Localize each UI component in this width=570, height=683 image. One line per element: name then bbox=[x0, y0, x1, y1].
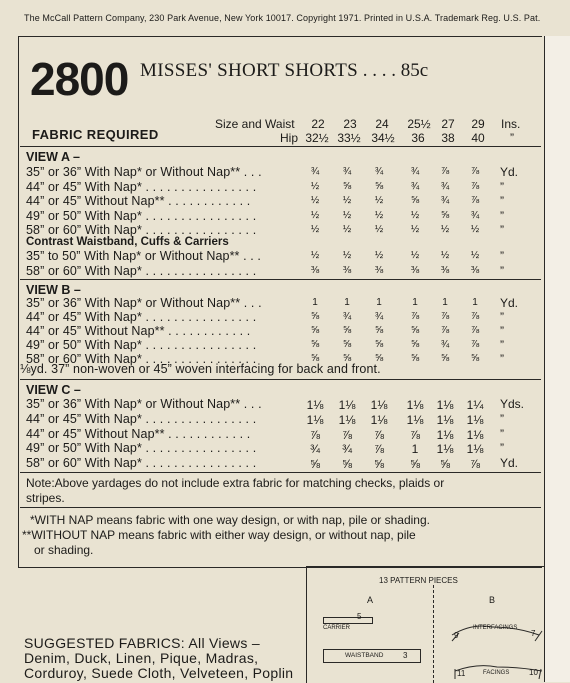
yardage-row-label: 44” or 45” With Nap* . . . . . . . . . . . . . . . . bbox=[26, 179, 257, 194]
yardage-value: ½ bbox=[440, 250, 450, 261]
pattern-title bbox=[140, 60, 428, 82]
yardage-value: 1⅛ bbox=[338, 412, 356, 427]
ins-ditto: ” bbox=[510, 131, 514, 145]
yardage-value: ⅜ bbox=[410, 264, 420, 276]
facings-label: FACINGS bbox=[483, 670, 510, 676]
waistband-label: WAISTBAND bbox=[345, 652, 384, 659]
hip-40: 40 bbox=[471, 131, 485, 145]
hip-34-half: 34½ bbox=[371, 131, 395, 145]
yardage-unit: ” bbox=[500, 338, 504, 352]
yardage-value: ½ bbox=[410, 224, 420, 235]
carrier-number: 5 bbox=[357, 612, 362, 621]
yardage-row-label: 35” or 36” With Nap* or Without Nap** . . . bbox=[26, 296, 262, 310]
contrast-heading: Contrast Waistband, Cuffs & Carriers bbox=[26, 236, 229, 248]
yardage-unit: Yd. bbox=[500, 165, 519, 179]
yardage-value: ⅞ bbox=[440, 325, 450, 336]
yardage-value: ⅝ bbox=[440, 353, 450, 364]
title-text: MISSES' SHORT SHORTS bbox=[140, 60, 358, 81]
yardage-value: ⅝ bbox=[439, 457, 450, 472]
yardage-value: ½ bbox=[440, 224, 450, 235]
envelope-edge bbox=[544, 36, 570, 682]
yardage-value: 1 bbox=[411, 442, 419, 457]
yardage-row-label: 35” or 36” With Nap* or Without Nap** . . . bbox=[26, 397, 262, 411]
yardage-unit: ” bbox=[500, 208, 504, 223]
yardage-value: ½ bbox=[310, 224, 320, 235]
yardage-value: ½ bbox=[342, 195, 352, 206]
column-b-label: B bbox=[489, 595, 496, 605]
yardage-value: 1 bbox=[376, 297, 382, 308]
copyright-header: The McCall Pattern Company, 230 Park Avenue, New York 10017. Copyright 1971. Printed in U.S.A. Trademark Reg. U.S. Pat. bbox=[24, 13, 541, 23]
yardage-unit: ” bbox=[500, 352, 504, 366]
yardage-value: 1⅛ bbox=[466, 442, 484, 457]
yardage-value: ⅞ bbox=[470, 339, 480, 350]
yardage-unit: ” bbox=[500, 441, 504, 456]
yardage-value: ⅝ bbox=[342, 325, 352, 336]
view-a-heading: VIEW A – bbox=[26, 150, 80, 164]
interfacings-label: INTERFACINGS bbox=[473, 625, 518, 631]
yardage-value: ¾ bbox=[440, 195, 450, 206]
yardage-value: ⅝ bbox=[470, 353, 480, 364]
divider bbox=[20, 379, 541, 380]
yardage-value: ½ bbox=[310, 209, 320, 221]
yardage-row-label: 49” or 50” With Nap* . . . . . . . . . . . . . . . . bbox=[26, 208, 257, 223]
yardage-value: ½ bbox=[410, 209, 420, 221]
yardage-value: 1 bbox=[472, 297, 478, 308]
yardage-value: 1⅛ bbox=[466, 412, 484, 427]
yardage-value: 1⅛ bbox=[306, 398, 324, 412]
yardage-unit: ” bbox=[500, 249, 504, 263]
yardage-value: ⅞ bbox=[469, 457, 480, 472]
yardage-value: ½ bbox=[342, 209, 352, 221]
facing-number-10: 10 bbox=[529, 668, 538, 677]
price: . . . . 85c bbox=[362, 60, 429, 81]
hip-label: Hip bbox=[280, 131, 299, 145]
yardage-value: ⅝ bbox=[410, 325, 420, 336]
yardage-value: ½ bbox=[310, 195, 320, 206]
size-29: 29 bbox=[471, 117, 485, 131]
yardage-value: ⅞ bbox=[409, 427, 420, 442]
yardage-value: ½ bbox=[310, 180, 320, 192]
yardage-row-label: 58” or 60” With Nap* . . . . . . . . . . . . . . . . bbox=[26, 456, 257, 471]
note-line-1: Note:Above yardages do not include extra fabric for matching checks, plaids or bbox=[26, 476, 445, 490]
yardage-value: ⅞ bbox=[470, 325, 480, 336]
yardage-value: ⅜ bbox=[374, 264, 384, 276]
yardage-value: ¾ bbox=[342, 166, 352, 177]
size-waist-label: Size and Waist bbox=[215, 117, 295, 131]
yardage-value: ½ bbox=[342, 224, 352, 235]
yardage-value: ½ bbox=[374, 209, 384, 221]
yardage-value: ½ bbox=[470, 250, 480, 261]
ins-label: Ins. bbox=[501, 117, 521, 131]
yardage-value: ½ bbox=[374, 250, 384, 261]
yardage-value: 1⅛ bbox=[436, 412, 454, 427]
yardage-value: ⅝ bbox=[410, 353, 420, 364]
yardage-value: ⅝ bbox=[310, 339, 320, 350]
yardage-value: ¾ bbox=[440, 180, 450, 192]
yardage-value: 1¼ bbox=[466, 398, 484, 412]
suggested-fabrics-line-3: Corduroy, Suede Cloth, Velveteen, Poplin bbox=[24, 665, 294, 681]
hip-36: 36 bbox=[411, 131, 425, 145]
suggested-fabrics-line-2: Denim, Duck, Linen, Pique, Madras, bbox=[24, 650, 259, 666]
yardage-value: ⅞ bbox=[470, 180, 480, 192]
yardage-value: 1⅛ bbox=[406, 398, 424, 412]
suggested-fabrics bbox=[24, 636, 293, 681]
pattern-number: 2800 bbox=[30, 53, 129, 105]
with-nap-definition: *WITH NAP means fabric with one way design, or with nap, pile or shading. bbox=[30, 513, 430, 527]
yardage-value: ⅝ bbox=[409, 457, 420, 472]
yardage-value: ⅝ bbox=[310, 311, 320, 322]
yardage-value: ½ bbox=[310, 250, 320, 261]
yardage-row-label: 35” to 50” With Nap* or Without Nap** . . . bbox=[26, 249, 261, 263]
yardage-value: ⅞ bbox=[341, 427, 352, 442]
yardage-value: ⅞ bbox=[410, 311, 420, 322]
facing-number-11: 11 bbox=[457, 669, 466, 678]
yardage-value: 1⅛ bbox=[406, 412, 424, 427]
yardage-value: 1⅛ bbox=[370, 398, 388, 412]
yardage-value: ⅝ bbox=[341, 457, 352, 472]
hip-32-half: 32½ bbox=[305, 131, 329, 145]
size-22: 22 bbox=[311, 117, 325, 131]
yardage-value: ⅝ bbox=[374, 180, 384, 192]
hip-38: 38 bbox=[441, 131, 455, 145]
column-divider bbox=[433, 585, 434, 683]
yardage-value: 1 bbox=[312, 297, 318, 308]
without-nap-definition-1: **WITHOUT NAP means fabric with either way design, or without nap, pile bbox=[22, 528, 416, 542]
carrier-piece bbox=[323, 617, 373, 624]
yardage-value: 1 bbox=[344, 297, 350, 308]
yardage-value: ⅞ bbox=[373, 427, 384, 442]
yardage-value: ¾ bbox=[440, 339, 450, 350]
yardage-value: ½ bbox=[470, 224, 480, 235]
yardage-value: ⅝ bbox=[374, 339, 384, 350]
yardage-value: 1 bbox=[442, 297, 448, 308]
yardage-value: ⅞ bbox=[440, 311, 450, 322]
yardage-value: ⅝ bbox=[374, 353, 384, 364]
yardage-value: 1 bbox=[412, 297, 418, 308]
yardage-value: ¾ bbox=[310, 166, 320, 177]
yardage-value: ¾ bbox=[410, 180, 420, 192]
yardage-row-label: 44” or 45” Without Nap** . . . . . . . . . . . . bbox=[26, 324, 251, 338]
yardage-row-label: 44” or 45” With Nap* . . . . . . . . . . . . . . . . bbox=[26, 411, 257, 426]
yardage-value: 1⅛ bbox=[306, 412, 324, 427]
yardage-value: ⅞ bbox=[470, 195, 480, 206]
size-25-half: 25½ bbox=[407, 117, 431, 131]
yardage-value: 1⅛ bbox=[370, 412, 388, 427]
divider bbox=[20, 146, 541, 147]
yardage-value: ¾ bbox=[374, 311, 384, 322]
size-23: 23 bbox=[343, 117, 357, 131]
yardage-row-label: 44” or 45” With Nap* . . . . . . . . . . . . . . . . bbox=[26, 310, 257, 324]
yardage-value: ¾ bbox=[309, 442, 320, 457]
yardage-row-label: 49” or 50” With Nap* . . . . . . . . . . . . . . . . bbox=[26, 441, 257, 456]
divider bbox=[20, 472, 541, 473]
hip-33-half: 33½ bbox=[337, 131, 361, 145]
yardage-row-label: 58” or 60” With Nap* . . . . . . . . . . . . . . . . bbox=[26, 352, 257, 366]
yardage-value: ⅝ bbox=[410, 195, 420, 206]
yardage-value: ⅝ bbox=[410, 339, 420, 350]
yardage-unit: ” bbox=[500, 310, 504, 324]
yardage-row-label: 44” or 45” Without Nap** . . . . . . . . . . . . bbox=[26, 426, 251, 441]
pattern-pieces-count: 13 PATTERN PIECES bbox=[379, 576, 458, 585]
yardage-unit: ” bbox=[500, 179, 504, 194]
view-c-heading: VIEW C – bbox=[26, 383, 81, 397]
yardage-value: ⅞ bbox=[373, 442, 384, 457]
divider bbox=[20, 279, 541, 280]
yardage-value: ⅝ bbox=[374, 325, 384, 336]
interfacing-number-7: 7 bbox=[531, 629, 536, 638]
yardage-row-label: 44” or 45” Without Nap** . . . . . . . . . . . . bbox=[26, 194, 251, 208]
yardage-value: ⅜ bbox=[310, 264, 320, 276]
yardage-value: ⅝ bbox=[373, 457, 384, 472]
yardage-row-label: 35” or 36” With Nap* or Without Nap** . . . bbox=[26, 165, 262, 179]
yardage-value: 1⅛ bbox=[466, 427, 484, 442]
yardage-unit: Yd. bbox=[500, 456, 519, 471]
yardage-value: 1⅛ bbox=[436, 398, 454, 412]
without-nap-definition-2: or shading. bbox=[34, 543, 94, 557]
yardage-value: ¾ bbox=[342, 311, 352, 322]
yardage-value: 1⅛ bbox=[436, 442, 454, 457]
view-b-heading: VIEW B – bbox=[26, 283, 81, 297]
yardage-unit: ” bbox=[500, 223, 504, 237]
fabric-required-heading: FABRIC REQUIRED bbox=[32, 127, 159, 142]
yardage-value: ⅝ bbox=[342, 180, 352, 192]
yardage-value: ¾ bbox=[410, 166, 420, 177]
pattern-pieces-panel bbox=[306, 566, 545, 683]
yardage-row-label: 58” or 60” With Nap* . . . . . . . . . . . . . . . . bbox=[26, 223, 257, 237]
suggested-fabrics-line-1: SUGGESTED FABRICS: All Views – bbox=[24, 635, 260, 651]
yardage-unit: ” bbox=[500, 194, 504, 208]
yardage-value: 1⅛ bbox=[338, 398, 356, 412]
yardage-value: ¾ bbox=[374, 166, 384, 177]
yardage-value: ⅞ bbox=[440, 166, 450, 177]
interfacing-number-9: 9 bbox=[454, 631, 459, 640]
yardage-value: ⅝ bbox=[310, 353, 320, 364]
yardage-row-label: 49” or 50” With Nap* . . . . . . . . . . . . . . . . bbox=[26, 338, 257, 352]
yardage-unit: Yd. bbox=[500, 296, 519, 310]
yardage-unit: Yds. bbox=[500, 397, 525, 411]
yardage-value: ⅝ bbox=[342, 339, 352, 350]
yardage-value: ⅝ bbox=[309, 457, 320, 472]
yardage-value: 1⅛ bbox=[436, 427, 454, 442]
yardage-row-label: 58” or 60” With Nap* . . . . . . . . . . . . . . . . bbox=[26, 263, 257, 278]
yardage-value: ½ bbox=[342, 250, 352, 261]
size-27: 27 bbox=[441, 117, 455, 131]
yardage-value: ½ bbox=[410, 250, 420, 261]
yardage-unit: ” bbox=[500, 324, 504, 338]
yardage-value: ⅝ bbox=[310, 325, 320, 336]
yardage-value: ⅝ bbox=[342, 353, 352, 364]
yardage-value: ½ bbox=[374, 195, 384, 206]
yardage-unit: ” bbox=[500, 411, 504, 426]
carrier-label: CARRIER bbox=[323, 625, 351, 631]
yardage-value: ½ bbox=[374, 224, 384, 235]
yardage-value: ⅜ bbox=[440, 264, 450, 276]
column-a-label: A bbox=[367, 595, 374, 605]
yardage-unit: ” bbox=[500, 263, 504, 278]
yardage-value: ⅞ bbox=[470, 311, 480, 322]
yardage-value: ⅞ bbox=[309, 427, 320, 442]
yardage-value: ⅞ bbox=[470, 166, 480, 177]
divider bbox=[20, 507, 541, 508]
yardage-value: ¾ bbox=[341, 442, 352, 457]
yardage-unit: ” bbox=[500, 426, 504, 441]
yardage-value: ⅝ bbox=[440, 209, 450, 221]
interfacing-note: ⅛yd. 37” non-woven or 45” woven interfacing for back and front. bbox=[20, 362, 381, 376]
yardage-value: ⅜ bbox=[342, 264, 352, 276]
note-line-2: stripes. bbox=[26, 491, 65, 505]
size-24: 24 bbox=[375, 117, 389, 131]
yardage-value: ⅜ bbox=[470, 264, 480, 276]
waistband-number: 3 bbox=[403, 651, 408, 660]
yardage-value: ¾ bbox=[470, 209, 480, 221]
